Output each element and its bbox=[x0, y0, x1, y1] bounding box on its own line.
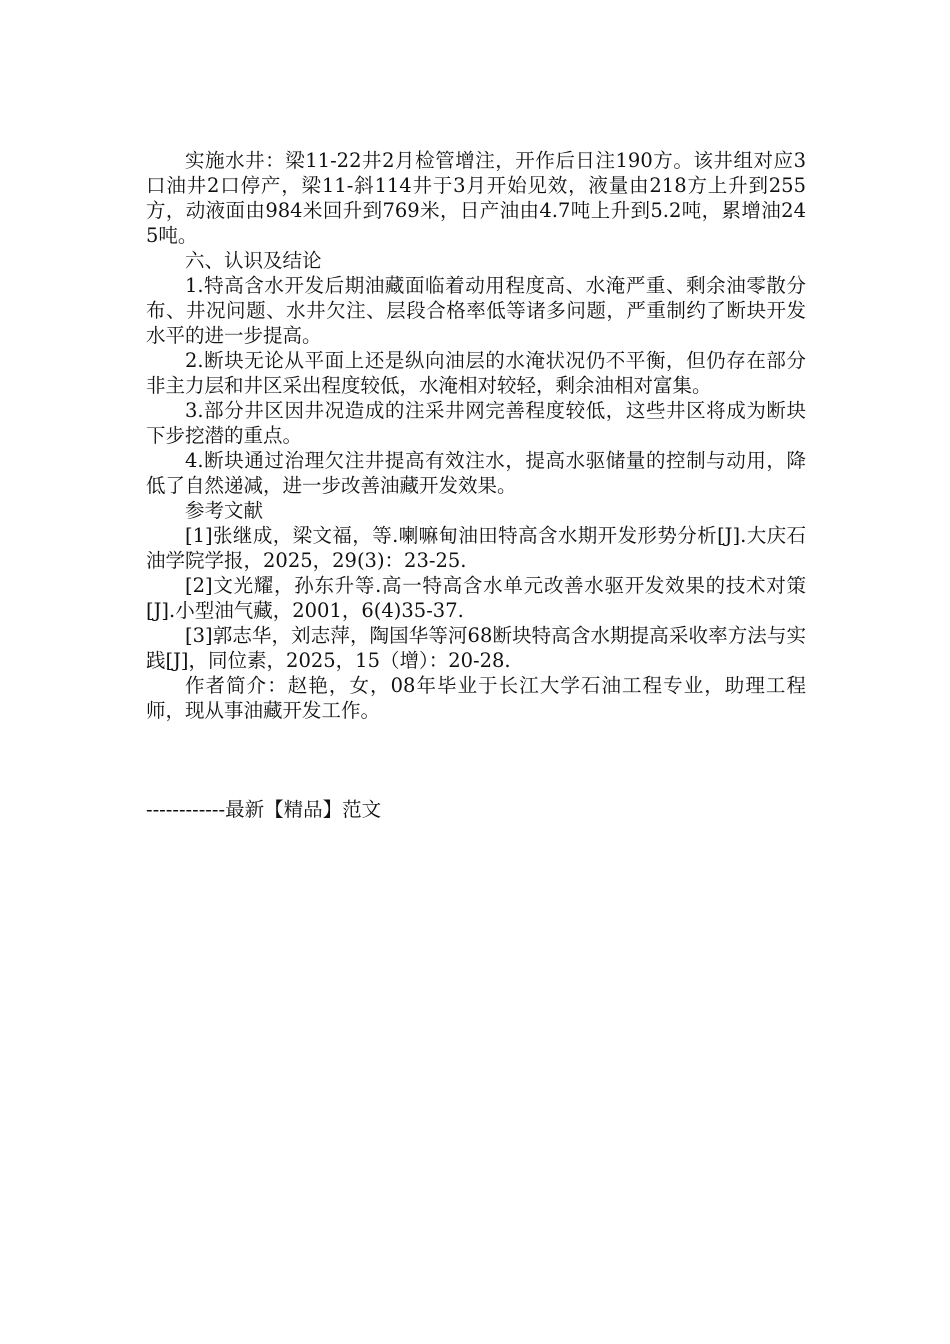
conclusion-item-3: 3.部分井区因井况造成的注采井网完善程度较低，这些井区将成为断块下步挖潜的重点。 bbox=[146, 399, 806, 447]
page-footer: ------------最新【精品】范文 bbox=[146, 798, 382, 821]
author-bio: 作者简介：赵艳，女，08年毕业于长江大学石油工程专业，助理工程师，现从事油藏开发工作。 bbox=[146, 674, 806, 722]
conclusion-item-4: 4.断块通过治理欠注井提高有效注水，提高水驱储量的控制与动用，降低了自然递减，进一步改善油藏开发效果。 bbox=[146, 449, 806, 497]
reference-item-1: [1]张继成，梁文福，等.喇嘛甸油田特高含水期开发形势分析[J].大庆石油学院学报，2025，29(3)：23-25. bbox=[146, 524, 806, 572]
references-heading: 参考文献 bbox=[185, 499, 264, 522]
conclusion-item-1: 1.特高含水开发后期油藏面临着动用程度高、水淹严重、剩余油零散分布、井况问题、水井欠注、层段合格率低等诸多问题，严重制约了断块开发水平的进一步提高。 bbox=[146, 274, 806, 347]
paragraph-water-well-implementation: 实施水井：梁11-22井2月检管增注，开作后日注190方。该井组对应3口油井2口停产，梁11-斜114井于3月开始见效，液量由218方上升到255方，动液面由984米回升到769米，日产油由4.7吨上升到5.2吨，累增油245吨。 bbox=[146, 149, 806, 247]
conclusion-item-2: 2.断块无论从平面上还是纵向油层的水淹状况仍不平衡，但仍存在部分非主力层和井区采出程度较低，水淹相对较轻，剩余油相对富集。 bbox=[146, 349, 806, 397]
reference-item-2: [2]文光耀，孙东升等.高一特高含水单元改善水驱开发效果的技术对策[J].小型油气藏，2001，6(4)35-37. bbox=[146, 574, 806, 622]
document-body bbox=[146, 148, 806, 723]
reference-item-3: [3]郭志华，刘志萍，陶国华等河68断块特高含水期提高采收率方法与实践[J]，同位素，2025，15（增）：20-28. bbox=[146, 624, 806, 672]
section-heading-conclusions: 六、认识及结论 bbox=[185, 249, 322, 272]
